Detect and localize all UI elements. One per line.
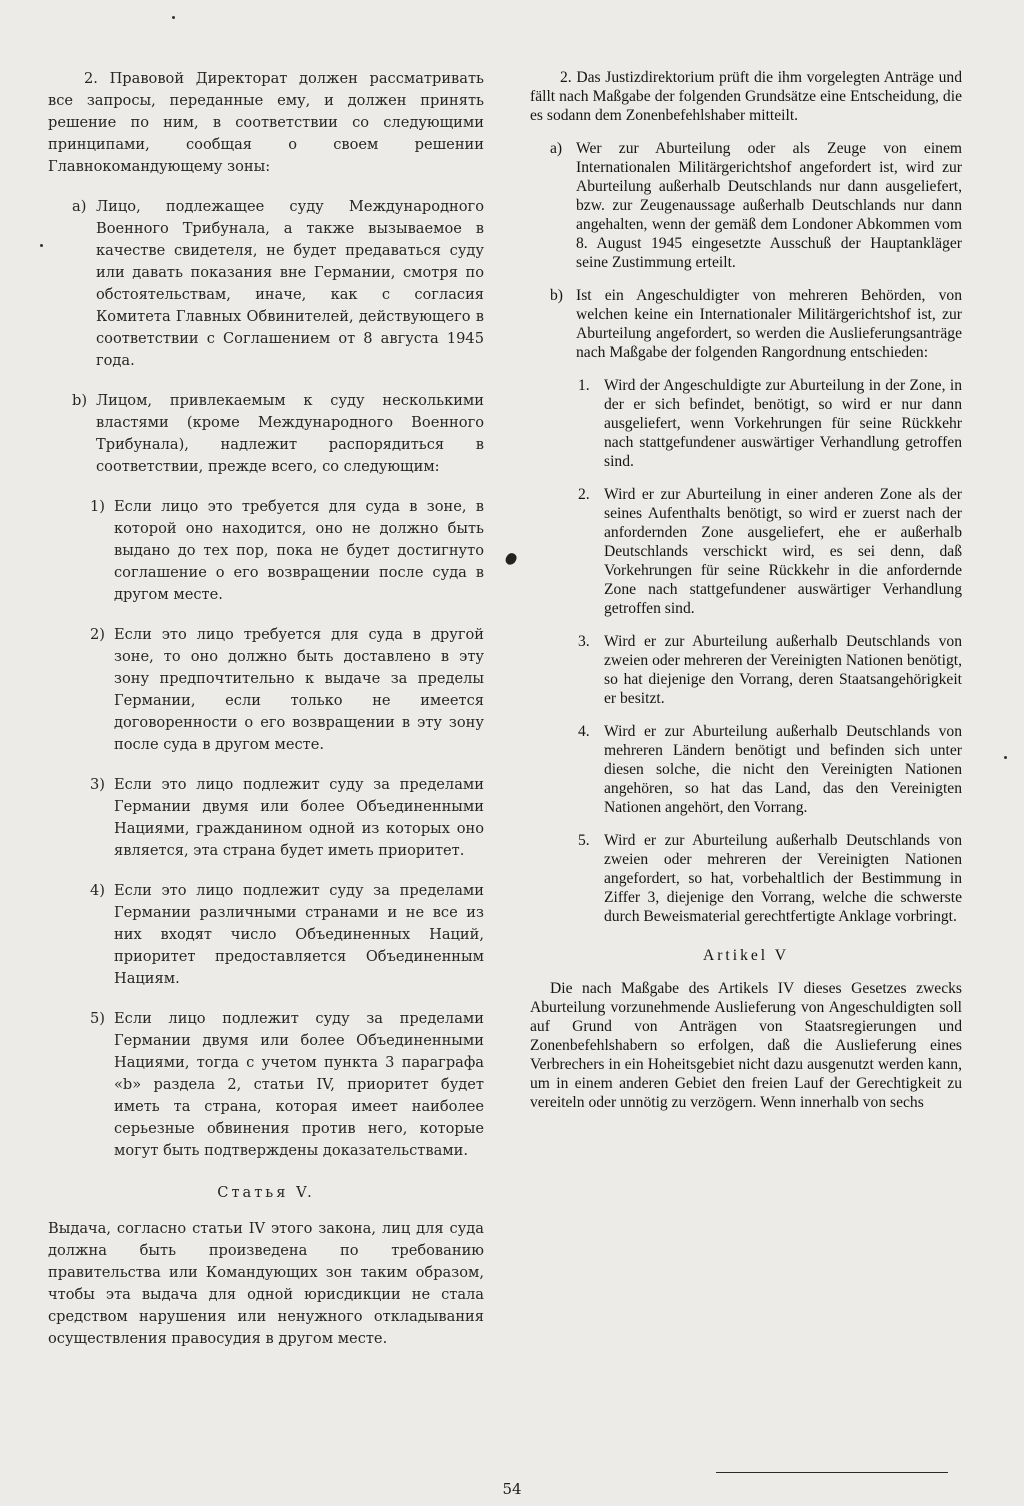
de-subitem-3-marker: 3. (578, 633, 590, 650)
ru-subitem-3 (90, 774, 484, 862)
ru-article-heading: Статья V. (217, 1184, 315, 1201)
ru-item-a (72, 196, 484, 372)
de-article-v-text: Die nach Maßgabe des Artikels IV dieses Gesetzes zwecks Aburteilung vorzunehmende Auslieferung von Angeschuldigten soll auf Grund von Anträgen von Staatsregierungen und Zonenbefehlshabern so erfolgen, daß die Auslieferung eines Verbrechers in ein Hoheitsgebiet nicht dazu ausgenutzt werden kann, um in einem anderen Gebiet den freien Lauf der Gerechtigkeit zu vereiteln oder unnötig zu verzögern. Wenn innerhalb von sechs (530, 980, 962, 1111)
ru-subitem-5-text: Если лицо подлежит суду за пределами Германии двумя или более Объединенными Нациями, тогда с учетом пункта 3 параграфа «b» раздела 2, статьи IV, приоритет будет иметь та страна, которая имеет наиболее серьезные обвинения против него, которые могут быть подтверждены доказательствами. (114, 1010, 484, 1159)
de-item-b (550, 286, 962, 362)
ink-speck (40, 244, 43, 247)
ru-subitem-4-text: Если это лицо подлежит суду за пределами Германии различными странами и не все из них входят число Объединенных Наций, приоритет предоставляется Объединенным Нациям. (114, 882, 484, 987)
ru-subitem-2-text: Если это лицо требуется для суда в другой зоне, то оно должно быть доставлено в эту зону предпочтительно к выдаче за пределы Германии, если только не имеется договоренности о его возвращении в эту зону после суда в другом месте. (114, 626, 484, 753)
de-article-heading: Artikel V (702, 947, 790, 964)
page-number: 54 (502, 1480, 522, 1498)
ink-speck (1004, 756, 1007, 759)
de-item-a (550, 139, 962, 272)
de-subitem-5 (578, 831, 962, 926)
ru-subitem-4-marker: 4) (90, 882, 105, 899)
de-subitem-1-marker: 1. (578, 377, 590, 394)
ru-item-b (72, 390, 484, 478)
ru-subitem-4 (90, 880, 484, 990)
ru-subitem-1-text: Если лицо это требуется для суда в зоне, в которой оно находится, оно не должно быть выдано до тех пор, пока не будет достигнуто соглашение о его возвращении после суда в другом месте. (114, 498, 484, 603)
ru-subitem-1-marker: 1) (90, 498, 105, 515)
ru-subitem-5 (90, 1008, 484, 1162)
de-item-b-text: Ist ein Angeschuldigter von mehreren Behörden, von welchen keine ein Internationaler Militärgerichtshof ist, zur Aburteilung angefordert, so werden die Auslieferungsanträge nach Maßgabe der folgenden Rangordnung entschieden: (576, 287, 962, 361)
de-subitem-2-text: Wird er zur Aburteilung in einer anderen Zone als der seines Aufenthalts benötigt, so wird er zuerst nach der anfordernden Zone ausgeliefert, ehe er außerhalb Deutschlands verschickt wird, es sei denn, daß Vorkehrungen für seine Rückkehr in die anfordernde Zone nach stattgefundener auswärtiger Verhandlung getroffen sind. (604, 486, 962, 617)
ink-speck (172, 16, 175, 19)
de-item-a-text: Wer zur Aburteilung oder als Zeuge von einem Internationalen Militärgerichtshof angefordert ist, wird zur Aburteilung außerhalb Deutschlands nur dann ausgeliefert, bzw. zur Zeugenaussage außerhalb Deutschlands nur dann angehalten, wenn der gemäß dem Londoner Abkommen vom 8. August 1945 eingesetzte Ausschuß der Hauptankläger seine Zustimmung erteilt. (576, 140, 962, 271)
german-column (530, 68, 962, 1112)
ru-subitem-2-marker: 2) (90, 626, 105, 643)
de-subitem-3-text: Wird er zur Aburteilung außerhalb Deutschlands von zweien oder mehreren der Vereinigten Nationen benötigt, so hat diejenige den Vorrang, deren Staatsangehörigkeit er besitzt. (604, 633, 962, 707)
ru-subitem-1 (90, 496, 484, 606)
ru-article-v-text: Выдача, согласно статьи IV этого закона, лиц для суда должна быть произведена по требованию правительства или Командующих зон таким образом, чтобы эта выдача для одной юрисдикции не стала средством нарушения или ненужного откладывания осуществления правосудия в другом месте. (48, 1220, 484, 1347)
ru-item-a-text: Лицо, подлежащее суду Международного Военного Трибунала, а также вызываемое в качестве свидетеля, не будет предаваться суду или давать показания вне Германии, смотря по обстоятельствам, иначе, как с согласия Комитета Главных Обвинителей, действующего в соответствии с Соглашением от 8 августа 1945 года. (96, 198, 484, 369)
ru-subitem-2 (90, 624, 484, 756)
de-subitem-2-marker: 2. (578, 486, 590, 503)
de-subitem-1-text: Wird der Angeschuldigte zur Aburteilung in der Zone, in der er sich befindet, benötigt, so wird er nur dann ausgeliefert, wenn Vorkehrungen für seine Rückkehr nach stattgefundener auswärtiger Verhandlung getroffen sind. (604, 377, 962, 470)
ru-subitem-5-marker: 5) (90, 1010, 105, 1027)
ru-item-a-marker: a) (72, 198, 87, 215)
de-subitem-3 (578, 632, 962, 708)
russian-column (48, 68, 484, 1350)
ru-item-b-text: Лицом, привлекаемым к суду несколькими властями (кроме Международного Военного Трибунала), надлежит распорядиться в соответствии, прежде всего, со следующим: (96, 392, 484, 475)
footnote-rule (716, 1472, 948, 1473)
de-subitem-5-text: Wird er zur Aburteilung außerhalb Deutschlands von zweien oder mehreren der Vereinigten Nationen angefordert, so hat, vorbehaltlich der Bestimmung in Ziffer 3, diejenige den Vorrang, welche die schwerste durch Beweismaterial gerechtfertigte Anklage vorbringt. (604, 832, 962, 925)
de-subitem-4-text: Wird er zur Aburteilung außerhalb Deutschlands von mehreren Ländern benötigt und befinden sich unter diesen solche, die nicht den Vereinigten Nationen angehören, so hat das Land, das den Vereinigten Nationen angehört, den Vorrang. (604, 723, 962, 816)
ru-section-2-intro: 2. Правовой Директорат должен рассматривать все запросы, переданные ему, и должен принять решение по ним, в соответствии со следующими принципами, сообщая о своем решении Главнокомандующему зоны: (48, 70, 484, 175)
de-subitem-5-marker: 5. (578, 832, 590, 849)
de-subitem-4 (578, 722, 962, 817)
de-subitem-4-marker: 4. (578, 723, 590, 740)
ru-item-b-marker: b) (72, 392, 88, 409)
ru-subitem-3-marker: 3) (90, 776, 105, 793)
de-section-2-intro: 2. Das Justizdirektorium prüft die ihm vorgelegten Anträge und fällt nach Maßgabe der folgenden Grundsätze eine Entscheidung, die es sodann dem Zonenbefehlshaber mitteilt. (530, 69, 962, 124)
de-subitem-2 (578, 485, 962, 618)
de-subitem-1 (578, 376, 962, 471)
ink-blot (504, 551, 518, 566)
de-item-b-marker: b) (550, 287, 563, 304)
de-item-a-marker: a) (550, 140, 563, 157)
ru-subitem-3-text: Если это лицо подлежит суду за пределами Германии двумя или более Объединенными Нациями, гражданином одной из которых оно является, эта страна будет иметь приоритет. (114, 776, 484, 859)
